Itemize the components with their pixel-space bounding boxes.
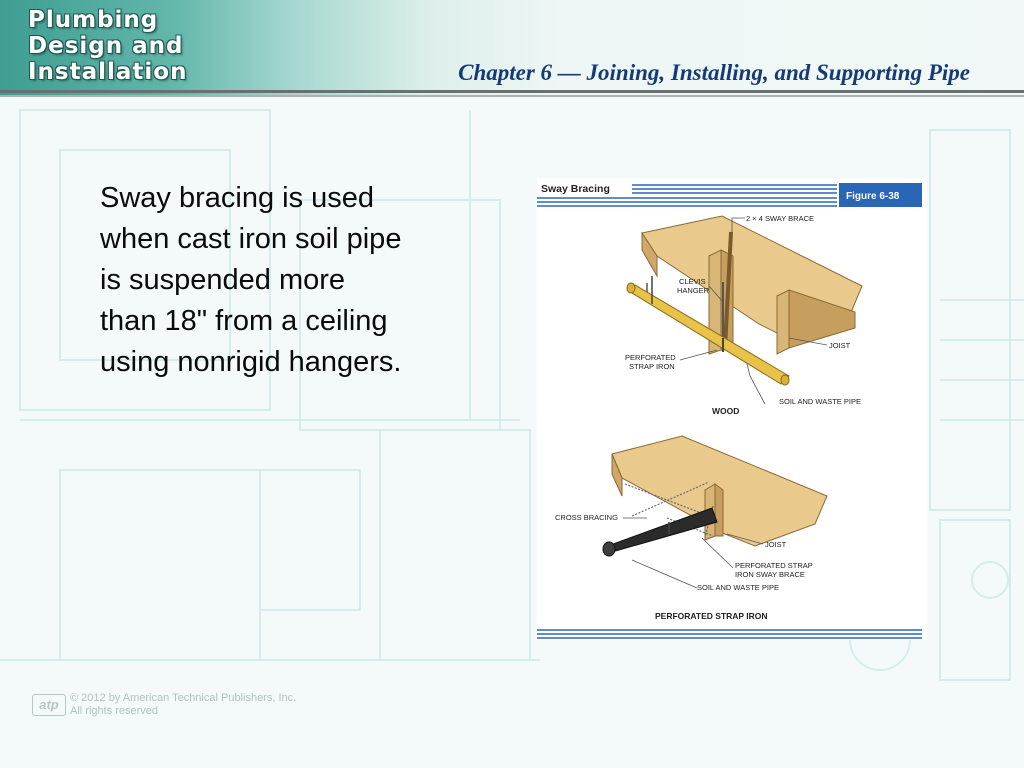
body-line-1: Sway bracing is used: [100, 182, 375, 214]
body-line-4: than 18" from a ceiling: [100, 305, 388, 337]
label-strap-1: PERFORATED: [625, 353, 676, 362]
label-pipe-bottom: SOIL AND WASTE PIPE: [697, 583, 779, 592]
label-clevis-1: CLEVIS: [679, 277, 706, 286]
sway-bracing-figure: [537, 178, 927, 640]
body-line-5: using nonrigid hangers.: [100, 346, 402, 378]
book-logo: [28, 7, 187, 85]
logo-line-1: Plumbing: [28, 7, 159, 33]
chapter-title: Chapter 6 — Joining, Installing, and Supporting Pipe: [458, 60, 970, 85]
label-cross-bracing: CROSS BRACING: [555, 513, 618, 522]
slide-body-text: [100, 178, 480, 383]
publisher-logo: atp: [32, 694, 66, 716]
label-joist-bottom: JOIST: [765, 540, 787, 549]
caption-strap-iron: PERFORATED STRAP IRON: [655, 611, 768, 621]
label-sway-brace: 2 × 4 SWAY BRACE: [746, 214, 815, 223]
wood-sway-brace-drawing: [625, 214, 862, 416]
label-joist-top: JOIST: [829, 341, 851, 350]
caption-wood: WOOD: [712, 406, 740, 416]
copyright-notice: [70, 692, 296, 718]
copyright-line-2: All rights reserved: [70, 705, 159, 717]
figure-number: Figure 6-38: [846, 191, 900, 202]
label-clevis-2: HANGER: [677, 286, 710, 295]
label-sway-2: IRON SWAY BRACE: [735, 570, 805, 579]
footer: [32, 692, 392, 722]
body-line-2: when cast iron soil pipe: [100, 223, 402, 255]
header-divider: [0, 90, 1024, 93]
body-line-3: is suspended more: [100, 264, 346, 296]
strap-iron-sway-brace-drawing: [555, 436, 827, 621]
label-strap-2: STRAP IRON: [629, 362, 675, 371]
copyright-line-1: © 2012 by American Technical Publishers, Inc.: [70, 692, 297, 704]
label-pipe-top: SOIL AND WASTE PIPE: [779, 397, 861, 406]
logo-line-3: Installation: [28, 59, 188, 85]
figure-title: Sway Bracing: [541, 183, 610, 195]
logo-line-2: Design and: [28, 33, 184, 59]
header-divider-thin: [0, 95, 1024, 97]
figure-illustration: [537, 178, 927, 640]
label-sway-1: PERFORATED STRAP: [735, 561, 813, 570]
